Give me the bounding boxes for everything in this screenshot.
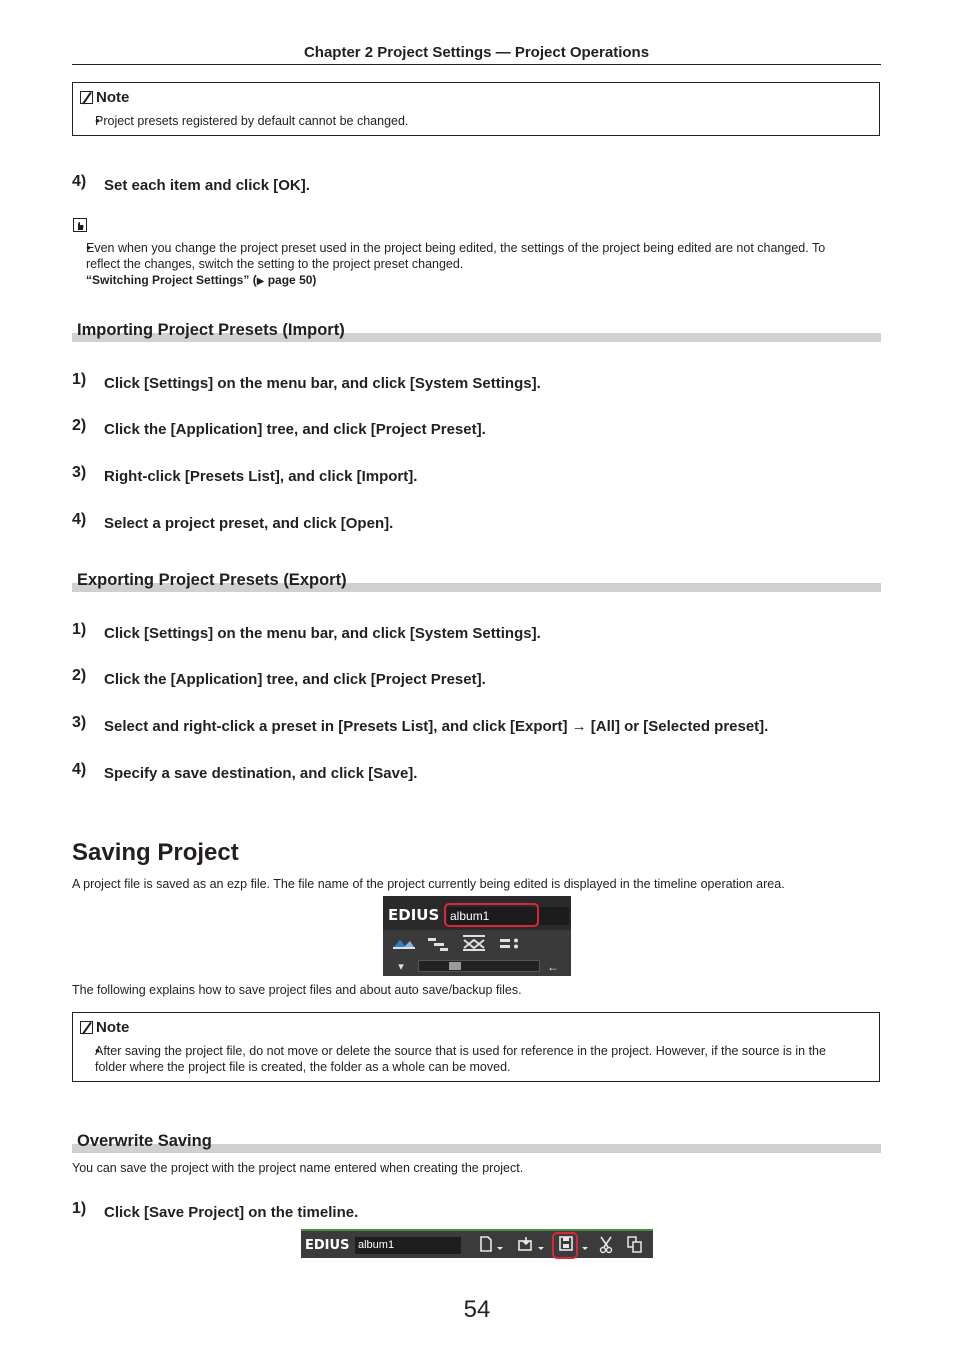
highlight-ring — [552, 1232, 578, 1259]
app-logo: EDIUS — [305, 1238, 350, 1253]
step-number: 2) — [72, 417, 87, 434]
section-heading-export — [72, 570, 881, 592]
step-text: Click [Settings] on the menu bar, and click [System Settings]. — [104, 375, 541, 392]
note-title — [80, 89, 129, 106]
note-line: folder where the project file is created, the folder as a whole can be moved. — [95, 1060, 511, 1074]
note-icon — [80, 1021, 93, 1034]
tip-line: reflect the changes, switch the setting to the project preset changed. — [86, 257, 464, 271]
note-line: ● After saving the project file, do not move or delete the source that is used for reference in the project. However, if the source is in the — [95, 1044, 826, 1058]
step-text: Click the [Application] tree, and click [Project Preset]. — [104, 421, 486, 438]
app-logo: EDIUS — [388, 906, 440, 924]
note-item — [81, 1043, 887, 1075]
project-name-field[interactable]: album1 — [447, 907, 569, 925]
section-heading-overwrite — [72, 1131, 881, 1153]
note-item — [81, 113, 887, 129]
cut-icon[interactable] — [598, 1236, 614, 1254]
ripple-icon[interactable] — [461, 934, 487, 952]
note-item-text: Project presets registered by default cannot be changed. — [95, 114, 409, 128]
heading-label: Exporting Project Presets (Export) — [77, 571, 347, 589]
page-arrow-icon: ▶ — [256, 276, 265, 287]
step-text: Specify a save destination, and click [Save]. — [104, 765, 418, 782]
timeline-screenshot — [383, 896, 571, 976]
new-project-icon[interactable] — [479, 1236, 503, 1254]
step-text: Set each item and click [OK]. — [104, 177, 310, 194]
overwrite-intro: You can save the project with the project name entered when creating the project. — [72, 1161, 524, 1175]
cross-reference-page: page 50) — [264, 273, 317, 287]
project-name-field[interactable]: album1 — [355, 1237, 461, 1254]
connect-icon[interactable] — [498, 936, 522, 952]
highlight-ring — [444, 903, 539, 927]
step-text: Click [Save Project] on the timeline. — [104, 1204, 359, 1221]
note-box — [72, 82, 880, 136]
note-box — [72, 1012, 880, 1082]
timeline-toolbar-screenshot — [301, 1229, 653, 1258]
note-title-label: Note — [96, 89, 130, 106]
tip-item — [72, 240, 886, 290]
step-number: 2) — [72, 667, 87, 684]
step-number: 4) — [72, 761, 87, 778]
step-number: 3) — [72, 464, 87, 481]
step-text: Select and right-click a preset in [Presets List], and click [Export] → [All] or [Selected preset]. — [104, 718, 769, 735]
page-number: 54 — [463, 1296, 491, 1323]
running-head: Chapter 2 Project Settings — Project Operations — [72, 44, 881, 65]
step-text: Click [Settings] on the menu bar, and click [System Settings]. — [104, 625, 541, 642]
step-number: 4) — [72, 173, 87, 190]
cross-reference[interactable] — [86, 272, 886, 290]
sync-icon[interactable] — [426, 936, 450, 952]
note-title-label: Note — [96, 1019, 130, 1036]
timeline-scrollbar[interactable] — [418, 960, 540, 972]
open-project-icon[interactable] — [517, 1236, 545, 1254]
heading-label: Overwrite Saving — [77, 1132, 212, 1150]
copy-icon[interactable] — [626, 1236, 644, 1254]
note-title — [80, 1019, 129, 1036]
step-text: Right-click [Presets List], and click [Import]. — [104, 468, 418, 485]
magnet-icon[interactable]: ▾ — [398, 961, 404, 973]
section-heading-import — [72, 320, 881, 342]
undo-arrow-icon[interactable]: ← — [547, 960, 559, 974]
step-number: 1) — [72, 1200, 87, 1217]
page-title: Saving Project — [72, 839, 239, 866]
cross-reference-title: “Switching Project Settings” ( — [86, 273, 257, 287]
step-number: 4) — [72, 511, 87, 528]
step-number: 3) — [72, 714, 87, 731]
intro-text: A project file is saved as an ezp file. The file name of the project currently being edited is displayed in the timeline operation area. — [72, 877, 785, 891]
heading-label: Importing Project Presets (Import) — [77, 321, 345, 339]
step-text: Select a project preset, and click [Open]. — [104, 515, 394, 532]
scroll-thumb-icon[interactable] — [449, 962, 461, 970]
explain-text: The following explains how to save project files and about auto save/backup files. — [72, 983, 522, 997]
tip-icon — [73, 218, 87, 232]
note-icon — [80, 91, 93, 104]
tip-line: ● Even when you change the project preset used in the project being edited, the settings of the project being edited are not changed. To — [86, 241, 826, 255]
step-number: 1) — [72, 621, 87, 638]
link-icon[interactable] — [392, 936, 416, 950]
step-number: 1) — [72, 371, 87, 388]
step-text: Click the [Application] tree, and click [Project Preset]. — [104, 671, 486, 688]
